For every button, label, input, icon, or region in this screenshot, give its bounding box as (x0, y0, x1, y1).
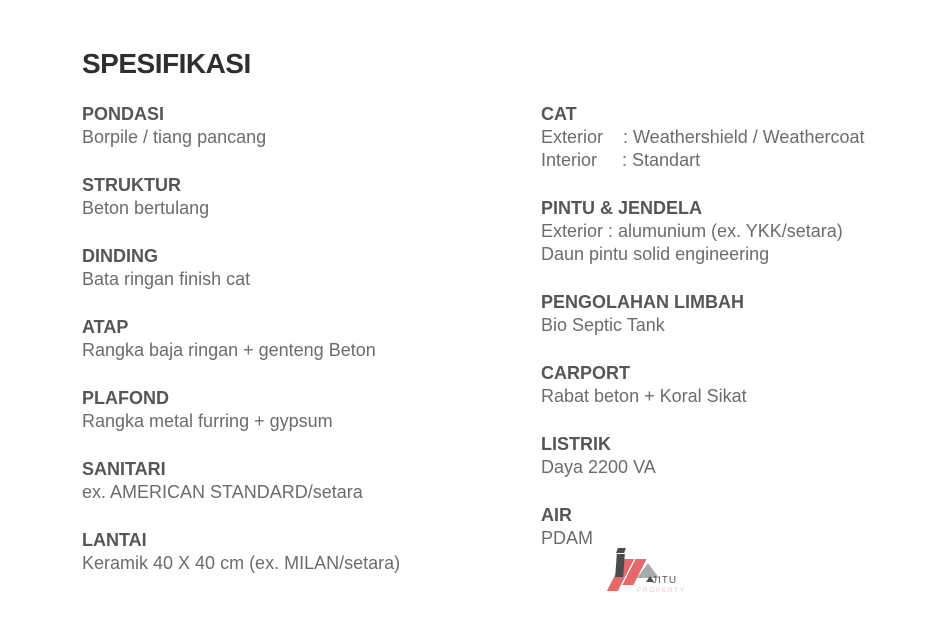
spec-column-left (82, 103, 522, 600)
spec-value: Interior : Standart (541, 150, 701, 170)
spec-heading: CAT (541, 104, 577, 124)
spec-value: ex. AMERICAN STANDARD/setara (82, 482, 363, 502)
spec-heading: STRUKTUR (82, 175, 181, 195)
logo-pillar-icon (615, 554, 625, 577)
spec-section-dinding (82, 245, 522, 291)
spec-section-sanitari (82, 458, 522, 504)
spec-heading: LISTRIK (541, 434, 611, 454)
logo-name: JITU (652, 575, 678, 586)
spec-section-listrik (541, 433, 939, 479)
spec-section-struktur (82, 174, 522, 220)
spec-value: Exterior : alumunium (ex. YKK/setara) (541, 221, 843, 241)
spec-section-pondasi (82, 103, 522, 149)
spec-value: Daun pintu solid engineering (541, 244, 770, 264)
logo-chimney-icon (616, 548, 626, 553)
spec-value: Beton bertulang (82, 198, 210, 218)
spec-heading: LANTAI (82, 530, 147, 550)
spec-heading: AIR (541, 505, 572, 525)
spec-heading: CARPORT (541, 363, 630, 383)
spec-section-air (541, 504, 939, 550)
spec-section-plafond (82, 387, 522, 433)
spec-section-pintu-jendela (541, 197, 939, 266)
spec-section-pengolahan-limbah (541, 291, 939, 337)
spec-value: Rangka baja ringan + genteng Beton (82, 340, 376, 360)
spec-value: Keramik 40 X 40 cm (ex. MILAN/setara) (82, 553, 401, 573)
jitu-property-logo (607, 546, 702, 608)
page-title: SPESIFIKASI (82, 48, 251, 79)
spec-heading: DINDING (82, 246, 158, 266)
spec-section-cat (541, 103, 939, 172)
spec-heading: ATAP (82, 317, 129, 337)
spec-value: Daya 2200 VA (541, 457, 656, 477)
spec-section-carport (541, 362, 939, 408)
spec-heading: PONDASI (82, 104, 165, 124)
spec-value: Exterior : Weathershield / Weathercoat (541, 127, 865, 147)
spec-heading: SANITARI (82, 459, 166, 479)
spec-column-right (541, 103, 939, 575)
spec-value: Borpile / tiang pancang (82, 127, 267, 147)
spec-value: Bata ringan finish cat (82, 269, 251, 289)
spec-value: Bio Septic Tank (541, 315, 665, 335)
logo-subtitle: PROPERTY (637, 588, 686, 594)
spec-heading: PINTU & JENDELA (541, 198, 703, 218)
spec-section-lantai (82, 529, 522, 575)
spec-section-atap (82, 316, 522, 362)
spec-value: Rangka metal furring + gypsum (82, 411, 333, 431)
spec-value: PDAM (541, 528, 594, 548)
spec-heading: PENGOLAHAN LIMBAH (541, 292, 744, 312)
spec-heading: PLAFOND (82, 388, 169, 408)
spec-value: Rabat beton + Koral Sikat (541, 386, 747, 406)
